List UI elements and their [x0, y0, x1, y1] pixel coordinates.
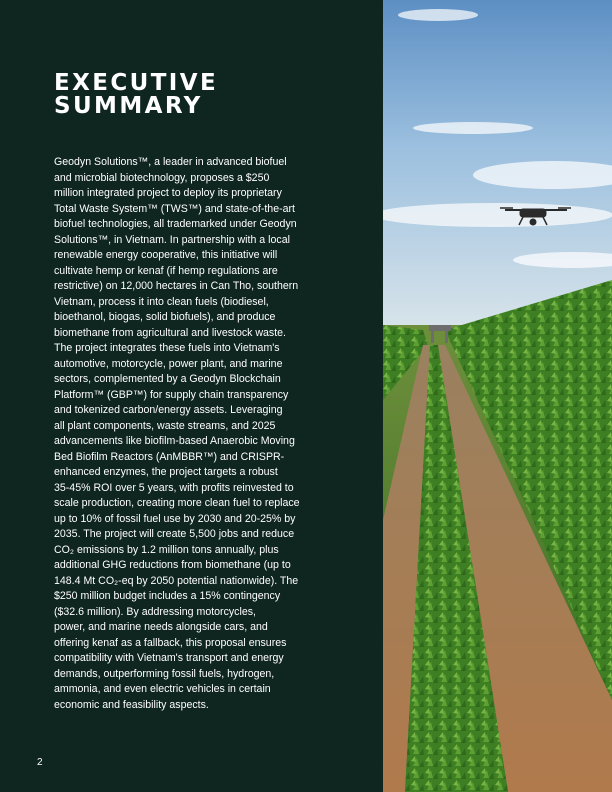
field-illustration	[383, 0, 612, 792]
page-title	[54, 72, 218, 118]
summary-line: 2035. The project will create 5,500 jobs and reduce	[54, 528, 295, 540]
summary-line: ($32.6 million). By addressing motorcycles,	[54, 605, 256, 618]
summary-line: Platform™ (GBP™) for supply chain transparency	[54, 388, 289, 401]
summary-line: demands, outperforming fossil fuels, hydrogen,	[54, 667, 275, 680]
page-number: 2	[37, 757, 43, 768]
summary-line: compatibility with Vietnam's transport and energy	[54, 652, 284, 664]
title-line-1: EXECUTIVE	[54, 70, 219, 96]
summary-line: sectors, complemented by a Geodyn Blockchain	[54, 373, 281, 385]
summary-line: advancements like biofilm-based Anaerobic Moving	[54, 435, 295, 447]
summary-line: CO₂ emissions by 1.2 million tons annually, plus	[54, 543, 279, 556]
summary-line: biofuel technologies, all trademarked under Geodyn	[54, 218, 297, 230]
summary-line: Solutions™, in Vietnam. In partnership with a local	[54, 233, 290, 246]
summary-line: $250 million budget includes a 15% contingency	[54, 590, 281, 602]
summary-line: renewable energy cooperative, this initiative will	[54, 249, 278, 261]
summary-line: all plant components, waste streams, and 2025	[54, 419, 276, 432]
summary-line: Bed Biofilm Reactors (AnMBBR™) and CRISPR-	[54, 450, 285, 463]
summary-line: ammonia, and even electric vehicles in certain	[54, 683, 271, 695]
summary-line: Total Waste System™ (TWS™) and state-of-the-art	[54, 202, 295, 215]
summary-line: Geodyn Solutions™, a leader in advanced biofuel	[54, 156, 287, 168]
summary-line: and tokenized carbon/energy assets. Leveraging	[54, 404, 283, 416]
summary-line: additional GHG reductions from biomethane (up to	[54, 559, 291, 571]
summary-line: scale production, creating more clean fuel to replace	[54, 497, 300, 509]
summary-line: bioethanol, biogas, solid biofuels), and produce	[54, 311, 276, 323]
summary-line: offering kenaf as a fallback, this proposal ensures	[54, 636, 287, 649]
summary-line: The project integrates these fuels into Vietnam's	[54, 342, 280, 354]
summary-line: up to 10% of fossil fuel use by 2030 and 20-25% by	[54, 512, 296, 525]
hemp-field-photo	[383, 0, 612, 792]
summary-line: automotive, motorcycle, power plant, and marine	[54, 357, 283, 370]
summary-line: million integrated project to deploy its proprietary	[54, 187, 282, 199]
summary-line: cultivate hemp or kenaf (if hemp regulations are	[54, 264, 278, 277]
summary-line: power, and marine needs alongside cars, and	[54, 621, 268, 633]
summary-line: biomethane from agricultural and livestock waste.	[54, 326, 286, 339]
summary-line: restrictive) on 12,000 hectares in Can Tho, southern	[54, 280, 299, 292]
title-line-2: SUMMARY	[54, 93, 203, 119]
summary-paragraph	[54, 155, 336, 713]
summary-line: Vietnam, process it into clean fuels (biodiesel,	[54, 295, 269, 308]
summary-line: enhanced enzymes, the project targets a robust	[54, 466, 278, 478]
summary-line: 35-45% ROI over 5 years, with profits reinvested to	[54, 481, 294, 494]
summary-line: 148.4 Mt CO₂-eq by 2050 potential nationwide). The	[54, 574, 299, 587]
summary-line: economic and feasibility aspects.	[54, 698, 209, 711]
summary-line: and microbial biotechnology, proposes a $250	[54, 171, 270, 184]
